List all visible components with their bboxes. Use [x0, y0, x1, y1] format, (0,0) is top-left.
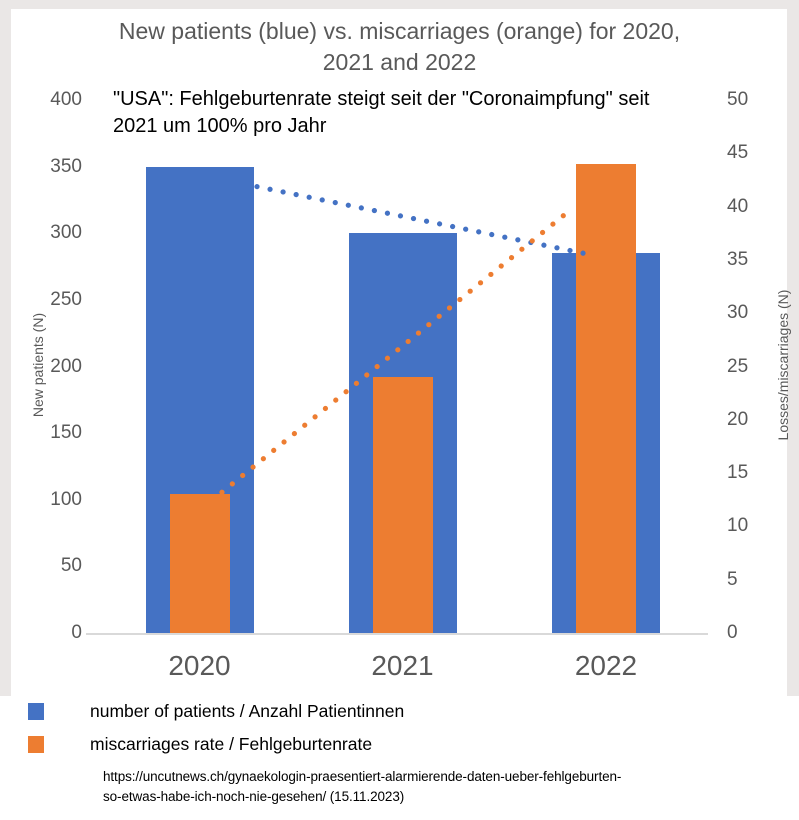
- right-axis-tick-30: 30: [727, 302, 749, 324]
- miscarriages-bar-2022: [576, 164, 636, 633]
- left-axis-tick-0: 0: [71, 622, 82, 643]
- x-axis-line: [86, 633, 708, 635]
- patients-legend-label: number of patients / Anzahl Patientinnen: [90, 701, 405, 721]
- category-label-2020: 2020: [168, 650, 231, 681]
- chart-title-line2: 2021 and 2022: [322, 49, 477, 75]
- annotation-line1: "USA": Fehlgeburtenrate steigt seit der "Coronaimpfung" seit: [113, 88, 650, 110]
- right-axis-tick-15: 15: [727, 462, 749, 484]
- left-axis-tick-100: 100: [50, 488, 82, 510]
- miscarriages-legend-swatch: [28, 736, 44, 753]
- source-line1: https://uncutnews.ch/gynaekologin-praesentiert-alarmierende-daten-ueber-fehlgeburten-: [103, 769, 622, 784]
- legend-item-miscarriages: [28, 734, 372, 755]
- left-axis-tick-200: 200: [50, 355, 82, 377]
- category-label-2022: 2022: [574, 650, 638, 681]
- right-axis-tick-50: 50: [727, 89, 749, 110]
- right-axis-title: Losses/miscarriages (N): [775, 289, 791, 441]
- left-axis-tick-300: 300: [50, 222, 82, 244]
- right-axis-tick-25: 25: [727, 355, 749, 377]
- left-axis-tick-50: 50: [60, 555, 82, 577]
- right-axis-tick-0: 0: [727, 622, 738, 643]
- right-axis-tick-5: 5: [727, 568, 738, 590]
- right-axis-tick-45: 45: [727, 142, 749, 164]
- chart-title-line1: New patients (blue) vs. miscarriages (orange) for 2020,: [118, 18, 681, 44]
- left-axis-tick-150: 150: [50, 422, 82, 444]
- annotation-line2: 2021 um 100% pro Jahr: [113, 115, 327, 137]
- left-axis-tick-350: 350: [50, 155, 82, 177]
- patients-legend-swatch: [28, 703, 44, 720]
- miscarriages-legend-label: miscarriages rate / Fehlgeburtenrate: [90, 734, 373, 754]
- source-line2: so-etwas-habe-ich-noch-nie-gesehen/ (15.11.2023): [103, 789, 405, 804]
- right-axis-tick-35: 35: [727, 248, 749, 270]
- miscarriages-bar-2020: [170, 494, 230, 633]
- right-axis-tick-40: 40: [727, 195, 749, 217]
- category-label-2021: 2021: [371, 650, 434, 681]
- miscarriages-bar-2021: [373, 377, 433, 633]
- left-axis-title: New patients (N): [30, 312, 46, 418]
- left-axis-tick-400: 400: [50, 89, 82, 110]
- left-axis-tick-250: 250: [50, 288, 82, 310]
- legend-item-patients: [28, 701, 404, 722]
- right-axis-tick-20: 20: [727, 408, 749, 430]
- right-axis-tick-10: 10: [727, 515, 749, 537]
- source-citation: [103, 767, 743, 807]
